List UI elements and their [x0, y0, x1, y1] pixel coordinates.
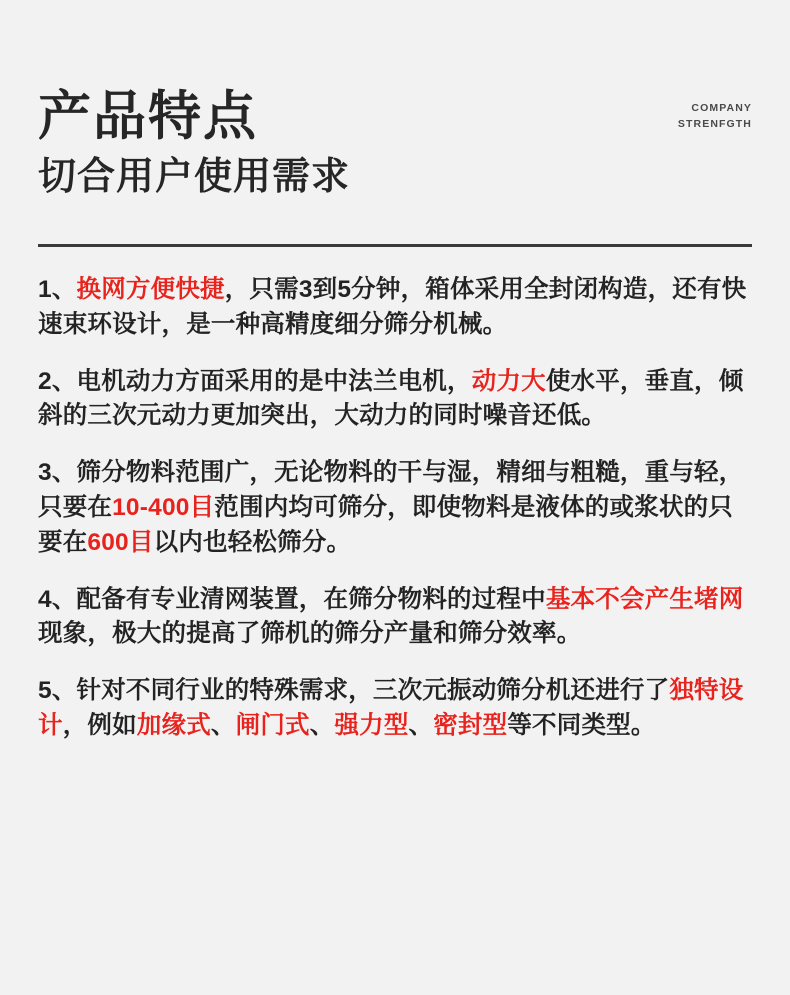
body-text: 2、电机动力方面采用的是中法兰电机，	[38, 367, 472, 395]
body-text: 5、针对不同行业的特殊需求，三次元振动筛分机还进行了	[38, 677, 670, 705]
page-title: 产品特点	[38, 87, 258, 146]
feature-paragraph	[38, 365, 752, 435]
body-text: 、	[408, 711, 434, 739]
highlight-text: 独特设计	[38, 677, 744, 739]
feature-paragraph	[38, 273, 752, 343]
feature-list	[38, 247, 752, 744]
body-text: 3、筛分物料范围广，无论物料的干与湿，精细与粗糙，重与轻，只要在	[38, 459, 744, 521]
body-text: ，只需3到5分钟，箱体采用全封闭构造，还有快速束环设计，是一种高精度细分筛分机械。	[38, 276, 747, 338]
page-subtitle: 切合用户使用需求	[38, 156, 351, 199]
highlight-text: 600目	[87, 528, 154, 556]
highlight-text: 换网方便快捷	[76, 276, 225, 304]
page-header	[38, 0, 752, 199]
feature-paragraph	[38, 456, 752, 560]
highlight-text: 基本不会产生堵网	[545, 585, 744, 613]
body-text: 以内也轻松筛分。	[153, 528, 352, 556]
corner-label	[678, 100, 752, 133]
feature-paragraph	[38, 674, 752, 744]
body-text: 、	[210, 711, 236, 739]
corner-label-line2: STRENFGTH	[677, 118, 752, 131]
body-text: 1、	[38, 276, 77, 304]
highlight-text: 闸门式	[235, 711, 310, 739]
highlight-text: 密封型	[433, 711, 508, 739]
highlight-text: 动力大	[471, 367, 546, 395]
body-text: 范围内均可筛分，即使物料是液体的或浆状的只要在	[38, 493, 733, 556]
body-text: ，例如	[62, 711, 137, 739]
feature-paragraph	[38, 583, 752, 653]
body-text: 使水平，垂直，倾斜的三次元动力更加突出，大动力的同时噪音还低。	[38, 367, 744, 430]
body-text: 现象，极大的提高了筛机的筛分产量和筛分效率。	[38, 620, 582, 648]
highlight-text: 加缘式	[136, 711, 211, 739]
highlight-text: 10-400目	[112, 493, 215, 521]
highlight-text: 强力型	[334, 711, 409, 739]
corner-label-line1: COMPANY	[691, 102, 752, 114]
body-text: 等不同类型。	[507, 711, 656, 739]
body-text: 4、配备有专业清网装置，在筛分物料的过程中	[38, 585, 546, 613]
body-text: 、	[309, 711, 335, 739]
